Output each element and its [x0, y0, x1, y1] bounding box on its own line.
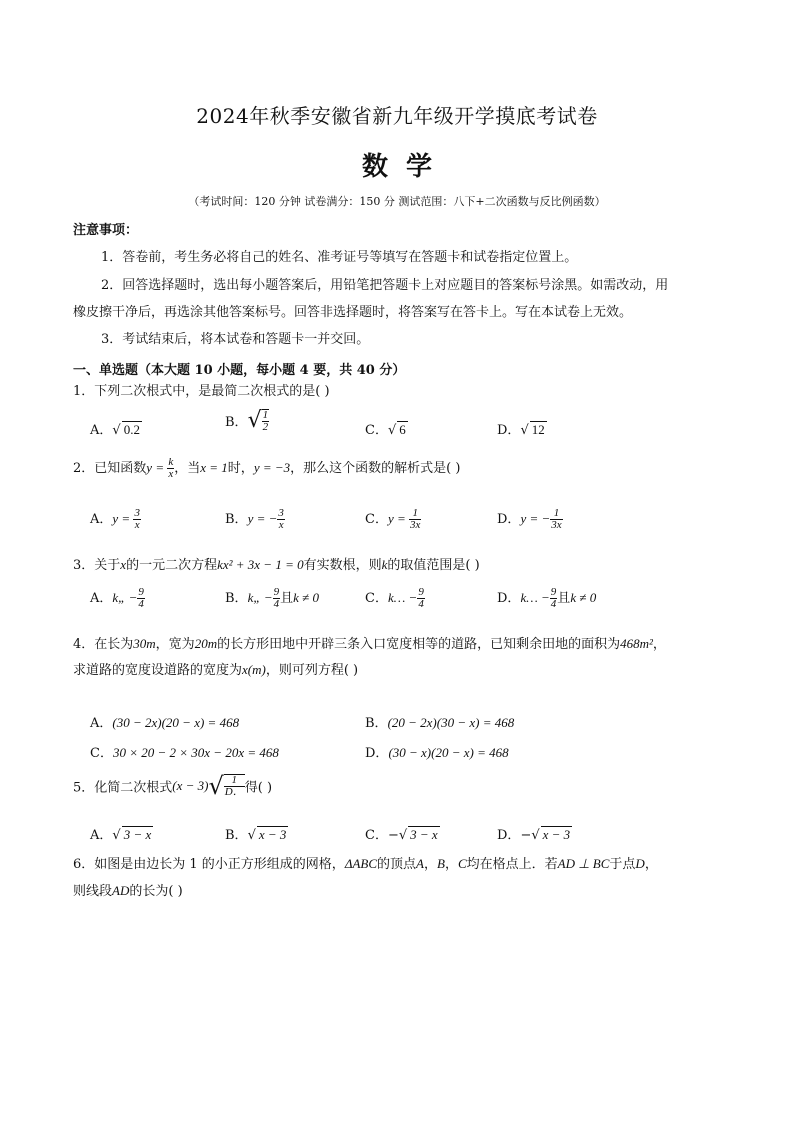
option-label: D．	[497, 423, 521, 438]
notice-heading: 注意事项：	[73, 223, 139, 238]
option-label: A．	[90, 423, 113, 438]
sqrt-icon: √	[112, 828, 121, 843]
q1-option-d	[497, 419, 547, 438]
q2-option-c: C．y = $\frac{1}{3x}$	[365, 507, 421, 531]
q1-option-a	[90, 419, 142, 438]
option-label: B．	[225, 415, 248, 430]
option-label: C．	[365, 423, 388, 438]
q2-option-b: B．y = − $\frac{3}{x}$	[225, 507, 284, 531]
sqrt-icon: √	[112, 423, 121, 438]
q3-option-a: A．k„ − $\frac{9}{4}$	[90, 586, 144, 610]
sqrt-icon: √	[387, 423, 397, 438]
q2-option-d: D．y = − $\frac{1}{3x}$	[497, 507, 562, 531]
q3-option-b: B．k„ − $\frac{9}{4}$ 且k ≠ 0	[225, 586, 320, 610]
q4-option-a: A．(30 − 2x)(20 − x) = 468	[90, 715, 240, 731]
exam-title: 2024年秋季安徽省新九年级开学摸底考试卷	[196, 104, 598, 128]
radicand: 0.2	[123, 422, 140, 437]
q4-option-d: D．(30 − x)(20 − x) = 468	[365, 745, 509, 761]
q3-option-c: C．k… − $\frac{9}{4}$	[365, 586, 424, 610]
question-2-stem: 2．已知函数y = $\frac{k}{x}$ ，当x = 1时，y = −3，那么这个函数的解析式是( )	[73, 456, 461, 480]
q1-option-b: B．√ $\frac{1}{2}$	[225, 408, 269, 433]
question-4-stem-line-1: 4．在长为30m，宽为20m的长方形田地中开辟三条入口宽度相等的道路，已知剩余田地的面积为468m²，	[73, 636, 666, 652]
exam-info: （考试时间：120 分钟 试卷满分：150 分 测试范围：八下+二次函数与反比例函数）	[188, 195, 606, 208]
sqrt-icon: √	[531, 828, 540, 843]
question-6-stem-line-2: 则线段AD的长为( )	[73, 883, 183, 899]
q3-option-d: D．k… − $\frac{9}{4}$ 且k ≠ 0	[497, 586, 597, 610]
sqrt-icon: √	[208, 772, 224, 800]
sqrt-icon: √	[247, 408, 262, 433]
question-6-stem-line-1: 6．如图是由边长为 1 的小正方形组成的网格，ΔABC的顶点A，B，C均在格点上．若AD ⊥ BC于点D，	[73, 856, 658, 872]
question-1-stem: 1．下列二次根式中，是最简二次根式的是( )	[73, 384, 330, 399]
q5-option-d: D．−√ x − 3	[497, 827, 571, 843]
subject-title: 数学	[361, 152, 450, 182]
question-4-stem-line-2: 求道路的宽度设道路的宽度为x(m)，则可列方程( )	[73, 662, 359, 678]
section-heading: 一、单选题（本大题 10 小题，每小题 4 要，共 40 分）	[73, 363, 406, 378]
notice-item-2: 2．回答选择题时，选出每小题答案后，用铅笔把答题卡上对应题目的答案标号涂黑。如需改动，用	[101, 278, 669, 293]
sqrt-icon: √	[247, 828, 256, 843]
notice-item-3: 3．考试结束后，将本试卷和答题卡一并交回。	[101, 332, 370, 347]
q2-option-a: A．y = $\frac{3}{x}$	[90, 507, 140, 531]
q5-option-c: C．−√ 3 − x	[365, 827, 438, 843]
sqrt-icon: √	[520, 423, 529, 438]
notice-item-1: 1．答卷前，考生务必将自己的姓名、准考证号等填写在答题卡和试卷指定位置上。	[101, 250, 578, 265]
q1-option-c	[365, 419, 408, 438]
q5-option-a: A．√ 3 − x	[90, 827, 152, 843]
q5-option-b: B．√ x − 3	[225, 827, 287, 843]
q4-option-b: B．(20 − 2x)(30 − x) = 468	[365, 715, 515, 731]
radicand: 12	[531, 422, 545, 437]
question-3-stem: 3．关于x的一元二次方程kx² + 3x − 1 = 0有实数根，则k的取值范围是( )	[73, 557, 480, 573]
q4-option-c: C．30 × 20 − 2 × 30x − 20x = 468	[90, 745, 279, 761]
notice-item-2-cont: 橡皮擦干净后，再选涂其他答案标号。回答非选择题时，将答案写在答卡上。写在本试卷上无效。	[73, 305, 633, 320]
radicand: 6	[399, 422, 406, 437]
question-5-stem: 5．化简二次根式(x − 3)√ $\frac{1}{D.}$ 得( )	[73, 772, 273, 800]
sqrt-icon: √	[398, 828, 408, 843]
